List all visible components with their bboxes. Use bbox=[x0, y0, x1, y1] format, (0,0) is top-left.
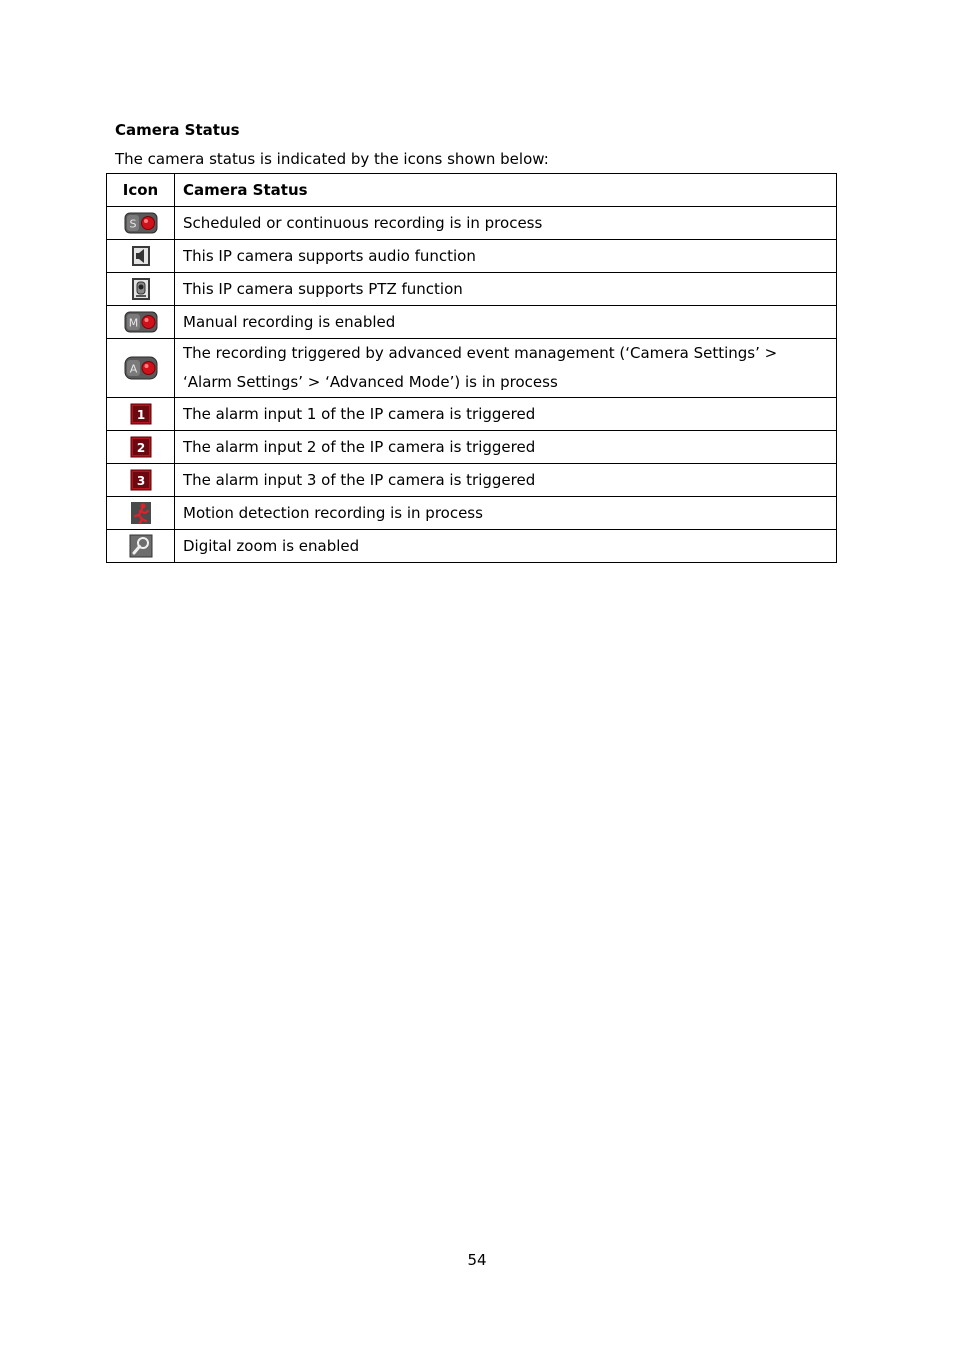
alarm-input-1-icon bbox=[130, 403, 152, 425]
table-row bbox=[107, 464, 837, 497]
digital-zoom-icon bbox=[129, 534, 153, 558]
table-row bbox=[107, 240, 837, 273]
svg-text:M: M bbox=[128, 316, 138, 330]
motion-detection-icon bbox=[130, 501, 152, 525]
status-description: Digital zoom is enabled bbox=[183, 536, 360, 555]
status-description: This IP camera supports PTZ function bbox=[183, 279, 463, 298]
status-description: The alarm input 1 of the IP camera is triggered bbox=[183, 404, 536, 423]
svg-text:S: S bbox=[129, 217, 136, 231]
icon-column-header: Icon bbox=[107, 174, 175, 207]
table-row bbox=[107, 530, 837, 563]
table-row bbox=[107, 398, 837, 431]
alarm-input-3-icon bbox=[130, 469, 152, 491]
camera-status-table bbox=[106, 173, 837, 563]
status-description: The alarm input 3 of the IP camera is triggered bbox=[183, 470, 536, 489]
table-row bbox=[107, 306, 837, 339]
ptz-camera-icon bbox=[131, 277, 151, 301]
status-column-header: Camera Status bbox=[175, 174, 837, 207]
svg-text:1: 1 bbox=[136, 408, 145, 422]
section-heading: Camera Status bbox=[115, 121, 240, 139]
status-description: Manual recording is enabled bbox=[183, 312, 396, 331]
advanced-event-recording-icon bbox=[124, 356, 158, 380]
svg-text:2: 2 bbox=[136, 441, 145, 455]
table-row bbox=[107, 431, 837, 464]
table-row bbox=[107, 273, 837, 306]
svg-text:A: A bbox=[129, 362, 137, 376]
section-intro: The camera status is indicated by the icons shown below: bbox=[115, 150, 549, 168]
manual-recording-icon bbox=[124, 311, 158, 333]
table-row bbox=[107, 497, 837, 530]
status-description: The alarm input 2 of the IP camera is triggered bbox=[183, 437, 536, 456]
page-number: 54 bbox=[467, 1251, 487, 1269]
status-description: Motion detection recording is in process bbox=[183, 503, 483, 522]
alarm-input-2-icon bbox=[130, 436, 152, 458]
status-description: The recording triggered by advanced event management (‘Camera Settings’ > ‘Alarm Settings’ > ‘Advanced Mode’) is in process bbox=[183, 344, 778, 391]
table-row bbox=[107, 339, 837, 398]
table-header-row bbox=[107, 174, 837, 207]
schedule-recording-icon bbox=[124, 212, 158, 234]
audio-speaker-icon bbox=[131, 245, 151, 267]
table-row bbox=[107, 207, 837, 240]
svg-text:3: 3 bbox=[136, 474, 145, 488]
status-description: Scheduled or continuous recording is in process bbox=[183, 213, 543, 232]
status-description: This IP camera supports audio function bbox=[183, 246, 476, 265]
